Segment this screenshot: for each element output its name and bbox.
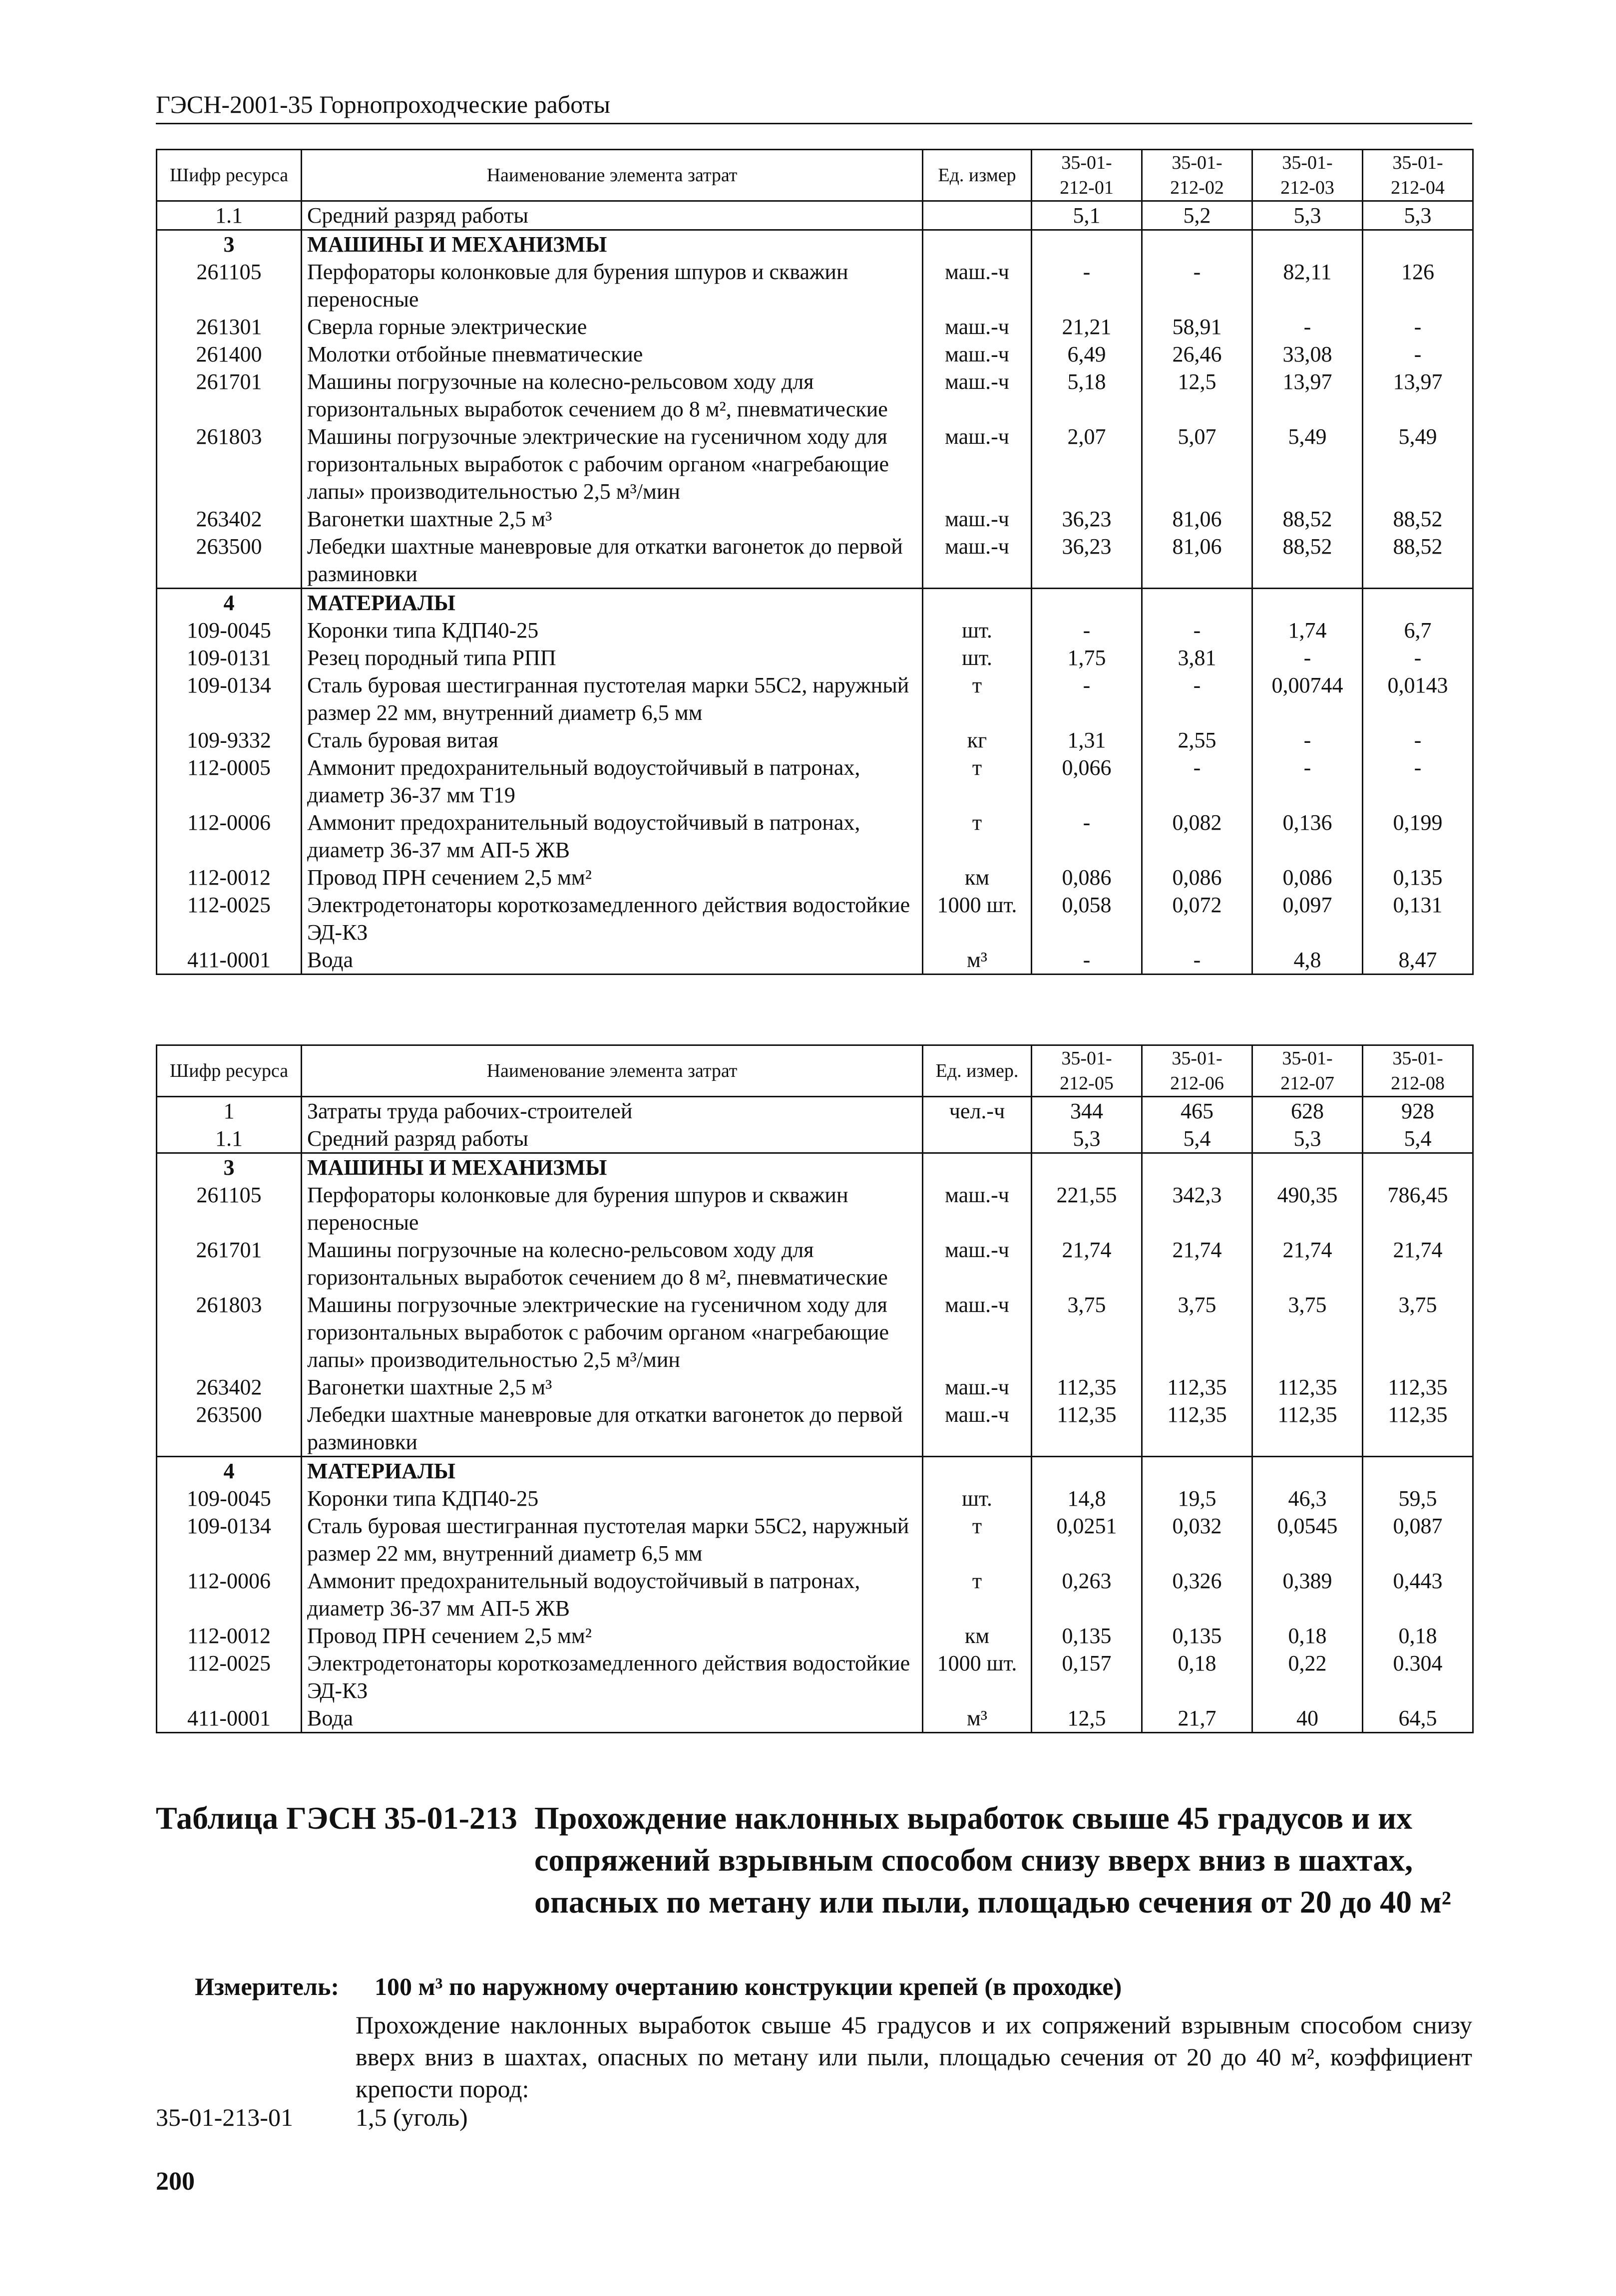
value-cell: 5,3 bbox=[1032, 1125, 1142, 1153]
value-cell: 0,135 bbox=[1142, 1622, 1252, 1649]
value-cell: 112,35 bbox=[1032, 1373, 1142, 1401]
page-number: 200 bbox=[156, 2167, 195, 2196]
resource-name-cell: Молотки отбойные пневматические bbox=[302, 340, 923, 368]
value-cell: 0,066 bbox=[1032, 754, 1142, 809]
unit-cell: шт. bbox=[923, 617, 1032, 644]
resource-name-cell: Сталь буровая шестигранная пустотелая марки 55С2, наружный размер 22 мм, внутренний диаметр 6,5 мм bbox=[302, 671, 923, 726]
value-cell: 5,49 bbox=[1363, 423, 1473, 505]
resource-name-cell: Перфораторы колонковые для бурения шпуров и скважин переносные bbox=[302, 258, 923, 313]
resource-name-cell: МАТЕРИАЛЫ bbox=[302, 1457, 923, 1485]
column-header-code: Шифр ресурса bbox=[157, 150, 302, 201]
value-cell: - bbox=[1142, 258, 1252, 313]
value-cell: 58,91 bbox=[1142, 313, 1252, 340]
resource-name-cell: Затраты труда рабочих-строителей bbox=[302, 1097, 923, 1125]
value-cell: 1,31 bbox=[1032, 726, 1142, 754]
value-cell: 5,18 bbox=[1032, 368, 1142, 423]
column-header-unit: Ед. измер. bbox=[923, 1045, 1032, 1097]
table-row bbox=[157, 1153, 1473, 1182]
resource-code-cell: 112-0005 bbox=[157, 754, 302, 809]
norm-code: 35-01-213-01 bbox=[156, 2103, 293, 2131]
resource-table-212-01-04 bbox=[156, 149, 1474, 975]
resource-code-cell: 263402 bbox=[157, 505, 302, 533]
table-row bbox=[157, 1457, 1473, 1485]
value-cell: 21,74 bbox=[1032, 1236, 1142, 1291]
table-row bbox=[157, 423, 1473, 505]
value-cell: 5,2 bbox=[1142, 201, 1252, 230]
value-cell bbox=[1252, 1153, 1363, 1182]
unit-cell: маш.-ч bbox=[923, 533, 1032, 589]
value-cell: 0,18 bbox=[1363, 1622, 1473, 1649]
value-cell: 0,072 bbox=[1142, 891, 1252, 946]
unit-cell: чел.-ч bbox=[923, 1097, 1032, 1125]
table-row bbox=[157, 1291, 1473, 1373]
table-row bbox=[157, 1097, 1473, 1125]
value-cell: 5,3 bbox=[1363, 201, 1473, 230]
resource-name-cell: Перфораторы колонковые для бурения шпуров и скважин переносные bbox=[302, 1181, 923, 1236]
resource-code-cell: 112-0006 bbox=[157, 1567, 302, 1622]
unit-cell: маш.-ч bbox=[923, 505, 1032, 533]
value-cell bbox=[1142, 589, 1252, 617]
resource-name-cell: Провод ПРН сечением 2,5 мм² bbox=[302, 864, 923, 891]
unit-cell: шт. bbox=[923, 644, 1032, 671]
resource-code-cell: 109-0134 bbox=[157, 1512, 302, 1567]
unit-cell: шт. bbox=[923, 1485, 1032, 1512]
unit-cell: км bbox=[923, 1622, 1032, 1649]
value-cell: 0,0143 bbox=[1363, 671, 1473, 726]
unit-cell: т bbox=[923, 1512, 1032, 1567]
value-cell: 490,35 bbox=[1252, 1181, 1363, 1236]
value-cell: - bbox=[1142, 617, 1252, 644]
unit-cell: маш.-ч bbox=[923, 368, 1032, 423]
value-cell: 0,326 bbox=[1142, 1567, 1252, 1622]
resource-code-cell: 3 bbox=[157, 230, 302, 259]
value-cell: 40 bbox=[1252, 1704, 1363, 1733]
resource-code-cell: 263500 bbox=[157, 533, 302, 589]
value-cell: 0,086 bbox=[1252, 864, 1363, 891]
value-cell: 628 bbox=[1252, 1097, 1363, 1125]
measure-text: 100 м³ по наружному очертанию конструкции крепей (в проходке) bbox=[375, 1972, 1122, 2000]
resource-code-cell: 261105 bbox=[157, 1181, 302, 1236]
resource-code-cell: 261701 bbox=[157, 1236, 302, 1291]
resource-code-cell: 4 bbox=[157, 589, 302, 617]
unit-cell: кг bbox=[923, 726, 1032, 754]
value-cell: 21,74 bbox=[1252, 1236, 1363, 1291]
value-cell: 0,135 bbox=[1363, 864, 1473, 891]
value-cell bbox=[1252, 589, 1363, 617]
value-cell: 14,8 bbox=[1032, 1485, 1142, 1512]
value-cell: 88,52 bbox=[1363, 533, 1473, 589]
value-cell: - bbox=[1142, 754, 1252, 809]
value-cell bbox=[1032, 230, 1142, 259]
column-header-norm: 35-01- 212-07 bbox=[1252, 1045, 1363, 1097]
value-cell: - bbox=[1142, 946, 1252, 975]
value-cell: 342,3 bbox=[1142, 1181, 1252, 1236]
value-cell: - bbox=[1363, 340, 1473, 368]
resource-name-cell: МАШИНЫ И МЕХАНИЗМЫ bbox=[302, 1153, 923, 1182]
value-cell: 3,81 bbox=[1142, 644, 1252, 671]
value-cell: - bbox=[1032, 946, 1142, 975]
unit-cell: км bbox=[923, 864, 1032, 891]
value-cell: 0.304 bbox=[1363, 1649, 1473, 1704]
resource-code-cell: 261301 bbox=[157, 313, 302, 340]
value-cell: 36,23 bbox=[1032, 533, 1142, 589]
value-cell: - bbox=[1252, 754, 1363, 809]
value-cell: 2,07 bbox=[1032, 423, 1142, 505]
table-row bbox=[157, 258, 1473, 313]
norm-value: 1,5 (уголь) bbox=[356, 2103, 468, 2131]
value-cell: - bbox=[1032, 617, 1142, 644]
value-cell: 0,058 bbox=[1032, 891, 1142, 946]
value-cell: 5,1 bbox=[1032, 201, 1142, 230]
value-cell: 59,5 bbox=[1363, 1485, 1473, 1512]
column-header-norm: 35-01- 212-08 bbox=[1363, 1045, 1473, 1097]
resource-code-cell: 261701 bbox=[157, 368, 302, 423]
table-row bbox=[157, 754, 1473, 809]
unit-cell bbox=[923, 1457, 1032, 1485]
value-cell: 13,97 bbox=[1252, 368, 1363, 423]
resource-name-cell: МАШИНЫ И МЕХАНИЗМЫ bbox=[302, 230, 923, 259]
value-cell: - bbox=[1252, 726, 1363, 754]
resource-code-cell: 411-0001 bbox=[157, 946, 302, 975]
value-cell: 6,49 bbox=[1032, 340, 1142, 368]
unit-cell: 1000 шт. bbox=[923, 891, 1032, 946]
resource-code-cell: 112-0025 bbox=[157, 891, 302, 946]
resource-name-cell: Коронки типа КДП40-25 bbox=[302, 1485, 923, 1512]
unit-cell: маш.-ч bbox=[923, 1373, 1032, 1401]
value-cell: 0,443 bbox=[1363, 1567, 1473, 1622]
table-row bbox=[157, 864, 1473, 891]
resource-code-cell: 261400 bbox=[157, 340, 302, 368]
value-cell: 0,086 bbox=[1142, 864, 1252, 891]
value-cell: 344 bbox=[1032, 1097, 1142, 1125]
value-cell: 0,032 bbox=[1142, 1512, 1252, 1567]
value-cell: 112,35 bbox=[1363, 1373, 1473, 1401]
unit-cell: маш.-ч bbox=[923, 1236, 1032, 1291]
resource-name-cell: МАТЕРИАЛЫ bbox=[302, 589, 923, 617]
table-row bbox=[157, 1649, 1473, 1704]
value-cell: 3,75 bbox=[1142, 1291, 1252, 1373]
resource-name-cell: Провод ПРН сечением 2,5 мм² bbox=[302, 1622, 923, 1649]
value-cell: 19,5 bbox=[1142, 1485, 1252, 1512]
resource-code-cell: 109-9332 bbox=[157, 726, 302, 754]
value-cell bbox=[1363, 230, 1473, 259]
value-cell: 0,18 bbox=[1142, 1649, 1252, 1704]
resource-name-cell: Вагонетки шахтные 2,5 м³ bbox=[302, 1373, 923, 1401]
page-header: ГЭСН-2001-35 Горнопроходческие работы bbox=[156, 90, 1472, 124]
value-cell: 81,06 bbox=[1142, 533, 1252, 589]
value-cell: 21,74 bbox=[1363, 1236, 1473, 1291]
value-cell: 5,4 bbox=[1142, 1125, 1252, 1153]
value-cell: - bbox=[1032, 258, 1142, 313]
value-cell: 126 bbox=[1363, 258, 1473, 313]
value-cell: 0,263 bbox=[1032, 1567, 1142, 1622]
resource-code-cell: 109-0134 bbox=[157, 671, 302, 726]
value-cell: 5,07 bbox=[1142, 423, 1252, 505]
resource-code-cell: 263402 bbox=[157, 1373, 302, 1401]
value-cell: 221,55 bbox=[1032, 1181, 1142, 1236]
resource-name-cell: Резец породный типа РПП bbox=[302, 644, 923, 671]
value-cell: - bbox=[1363, 754, 1473, 809]
table-row bbox=[157, 230, 1473, 259]
resource-name-cell: Электродетонаторы короткозамедленного действия водостойкие ЭД-КЗ bbox=[302, 1649, 923, 1704]
table-row bbox=[157, 1373, 1473, 1401]
resource-name-cell: Аммонит предохранительный водоустойчивый в патронах, диаметр 36-37 мм АП-5 ЖВ bbox=[302, 809, 923, 864]
value-cell: 112,35 bbox=[1363, 1401, 1473, 1457]
unit-cell bbox=[923, 230, 1032, 259]
value-cell: 1,74 bbox=[1252, 617, 1363, 644]
value-cell: 112,35 bbox=[1252, 1373, 1363, 1401]
unit-cell bbox=[923, 1125, 1032, 1153]
value-cell: 0,086 bbox=[1032, 864, 1142, 891]
resource-name-cell: Вода bbox=[302, 1704, 923, 1733]
value-cell: 0,18 bbox=[1252, 1622, 1363, 1649]
value-cell: 33,08 bbox=[1252, 340, 1363, 368]
column-header-norm: 35-01- 212-03 bbox=[1252, 150, 1363, 201]
value-cell: - bbox=[1032, 809, 1142, 864]
value-cell: 5,3 bbox=[1252, 1125, 1363, 1153]
table-row bbox=[157, 1181, 1473, 1236]
resource-code-cell: 3 bbox=[157, 1153, 302, 1182]
value-cell bbox=[1142, 1153, 1252, 1182]
unit-cell: маш.-ч bbox=[923, 340, 1032, 368]
value-cell: 1,75 bbox=[1032, 644, 1142, 671]
value-cell: 0,0251 bbox=[1032, 1512, 1142, 1567]
resource-code-cell: 112-0025 bbox=[157, 1649, 302, 1704]
column-header-norm: 35-01- 212-04 bbox=[1363, 150, 1473, 201]
unit-cell: маш.-ч bbox=[923, 423, 1032, 505]
resource-code-cell: 263500 bbox=[157, 1401, 302, 1457]
resource-name-cell: Средний разряд работы bbox=[302, 201, 923, 230]
value-cell bbox=[1142, 230, 1252, 259]
column-header-norm: 35-01- 212-02 bbox=[1142, 150, 1252, 201]
table-row bbox=[157, 644, 1473, 671]
description: Прохождение наклонных выработок свыше 45 градусов и их сопряжений взрывным способом снизу вверх вниз в шахтах, опасных по метану или пыли, площадью сечения от 20 до 40 м², коэффициент крепости пород: bbox=[356, 2011, 1472, 2103]
value-cell bbox=[1032, 1457, 1142, 1485]
resource-name-cell: Электродетонаторы короткозамедленного действия водостойкие ЭД-КЗ bbox=[302, 891, 923, 946]
table-row bbox=[157, 1485, 1473, 1512]
resource-code-cell: 261803 bbox=[157, 423, 302, 505]
value-cell: 82,11 bbox=[1252, 258, 1363, 313]
value-cell: 112,35 bbox=[1142, 1373, 1252, 1401]
resource-name-cell: Вагонетки шахтные 2,5 м³ bbox=[302, 505, 923, 533]
resource-name-cell: Машины погрузочные на колесно-рельсовом ходу для горизонтальных выработок сечением до 8 м², пневматические bbox=[302, 1236, 923, 1291]
value-cell bbox=[1032, 589, 1142, 617]
table-row bbox=[157, 505, 1473, 533]
value-cell: 0,082 bbox=[1142, 809, 1252, 864]
value-cell: 21,74 bbox=[1142, 1236, 1252, 1291]
unit-cell: т bbox=[923, 671, 1032, 726]
caption-text: Прохождение наклонных выработок свыше 45 градусов и их сопряжений взрывным способом снизу вверх вниз в шахтах, опасных по метану или пыли, площадью сечения от 20 до 40 м² bbox=[534, 1800, 1451, 1920]
resource-name-cell: Сталь буровая витая bbox=[302, 726, 923, 754]
table-row bbox=[157, 1401, 1473, 1457]
unit-cell: м³ bbox=[923, 1704, 1032, 1733]
resource-code-cell: 112-0012 bbox=[157, 864, 302, 891]
column-header-unit: Ед. измер bbox=[923, 150, 1032, 201]
value-cell: - bbox=[1252, 644, 1363, 671]
value-cell: - bbox=[1142, 671, 1252, 726]
value-cell bbox=[1142, 1457, 1252, 1485]
resource-name-cell: Вода bbox=[302, 946, 923, 975]
resource-code-cell: 1.1 bbox=[157, 1125, 302, 1153]
table-row bbox=[157, 1236, 1473, 1291]
column-header-norm: 35-01- 212-01 bbox=[1032, 150, 1142, 201]
value-cell bbox=[1032, 1153, 1142, 1182]
table-row bbox=[157, 809, 1473, 864]
value-cell: 64,5 bbox=[1363, 1704, 1473, 1733]
value-cell: - bbox=[1363, 313, 1473, 340]
resource-name-cell: Сталь буровая шестигранная пустотелая марки 55С2, наружный размер 22 мм, внутренний диаметр 6,5 мм bbox=[302, 1512, 923, 1567]
resource-name-cell: Сверла горные электрические bbox=[302, 313, 923, 340]
resource-name-cell: Лебедки шахтные маневровые для откатки вагонеток до первой разминовки bbox=[302, 1401, 923, 1457]
resource-name-cell: Аммонит предохранительный водоустойчивый в патронах, диаметр 36-37 мм АП-5 ЖВ bbox=[302, 1567, 923, 1622]
unit-cell: 1000 шт. bbox=[923, 1649, 1032, 1704]
value-cell: 0,157 bbox=[1032, 1649, 1142, 1704]
value-cell: 3,75 bbox=[1363, 1291, 1473, 1373]
value-cell: 786,45 bbox=[1363, 1181, 1473, 1236]
value-cell: 4,8 bbox=[1252, 946, 1363, 975]
unit-cell bbox=[923, 589, 1032, 617]
value-cell: 6,7 bbox=[1363, 617, 1473, 644]
value-cell: - bbox=[1363, 644, 1473, 671]
resource-table-212-05-08 bbox=[156, 1044, 1474, 1733]
value-cell: 0,0545 bbox=[1252, 1512, 1363, 1567]
measure-label: Измеритель: bbox=[195, 1972, 340, 2000]
value-cell: 5,49 bbox=[1252, 423, 1363, 505]
value-cell: 2,55 bbox=[1142, 726, 1252, 754]
value-cell: 0,199 bbox=[1363, 809, 1473, 864]
value-cell: 0,00744 bbox=[1252, 671, 1363, 726]
resource-code-cell: 261105 bbox=[157, 258, 302, 313]
value-cell: 0,097 bbox=[1252, 891, 1363, 946]
value-cell: 12,5 bbox=[1032, 1704, 1142, 1733]
value-cell: - bbox=[1032, 671, 1142, 726]
table-row bbox=[157, 617, 1473, 644]
value-cell: 0,135 bbox=[1032, 1622, 1142, 1649]
column-header-name: Наименование элемента затрат bbox=[302, 1045, 923, 1097]
resource-name-cell: Машины погрузочные электрические на гусеничном ходу для горизонтальных выработок с рабочим органом «нагребающие лапы» производительностью 2,5 м³/мин bbox=[302, 423, 923, 505]
resource-code-cell: 112-0012 bbox=[157, 1622, 302, 1649]
table-row bbox=[157, 201, 1473, 230]
value-cell: 0,131 bbox=[1363, 891, 1473, 946]
value-cell: 3,75 bbox=[1252, 1291, 1363, 1373]
column-header-name: Наименование элемента затрат bbox=[302, 150, 923, 201]
value-cell: 112,35 bbox=[1032, 1401, 1142, 1457]
value-cell bbox=[1252, 230, 1363, 259]
value-cell: - bbox=[1252, 313, 1363, 340]
value-cell: 112,35 bbox=[1252, 1401, 1363, 1457]
value-cell: 88,52 bbox=[1363, 505, 1473, 533]
value-cell bbox=[1363, 1457, 1473, 1485]
table-row bbox=[157, 1567, 1473, 1622]
value-cell: 21,7 bbox=[1142, 1704, 1252, 1733]
value-cell: 0,389 bbox=[1252, 1567, 1363, 1622]
unit-cell: т bbox=[923, 754, 1032, 809]
resource-code-cell: 1 bbox=[157, 1097, 302, 1125]
value-cell: 465 bbox=[1142, 1097, 1252, 1125]
value-cell bbox=[1252, 1457, 1363, 1485]
unit-cell bbox=[923, 201, 1032, 230]
table-row bbox=[157, 671, 1473, 726]
resource-name-cell: Аммонит предохранительный водоустойчивый в патронах, диаметр 36-37 мм Т19 bbox=[302, 754, 923, 809]
resource-code-cell: 1.1 bbox=[157, 201, 302, 230]
resource-name-cell: Машины погрузочные на колесно-рельсовом ходу для горизонтальных выработок сечением до 8 м², пневматические bbox=[302, 368, 923, 423]
value-cell: 13,97 bbox=[1363, 368, 1473, 423]
value-cell: 5,3 bbox=[1252, 201, 1363, 230]
column-header-code: Шифр ресурса bbox=[157, 1045, 302, 1097]
resource-code-cell: 4 bbox=[157, 1457, 302, 1485]
resource-name-cell: Коронки типа КДП40-25 bbox=[302, 617, 923, 644]
resource-code-cell: 109-0045 bbox=[157, 1485, 302, 1512]
value-cell: 88,52 bbox=[1252, 505, 1363, 533]
table-row bbox=[157, 340, 1473, 368]
unit-cell: маш.-ч bbox=[923, 1291, 1032, 1373]
unit-cell: т bbox=[923, 1567, 1032, 1622]
table-row bbox=[157, 726, 1473, 754]
table-row bbox=[157, 533, 1473, 589]
value-cell: 5,4 bbox=[1363, 1125, 1473, 1153]
unit-cell: маш.-ч bbox=[923, 313, 1032, 340]
value-cell: - bbox=[1363, 726, 1473, 754]
unit-cell: м³ bbox=[923, 946, 1032, 975]
table-row bbox=[157, 1622, 1473, 1649]
resource-name-cell: Лебедки шахтные маневровые для откатки вагонеток до первой разминовки bbox=[302, 533, 923, 589]
unit-cell: маш.-ч bbox=[923, 1401, 1032, 1457]
table-row bbox=[157, 1125, 1473, 1153]
value-cell: 46,3 bbox=[1252, 1485, 1363, 1512]
table-row bbox=[157, 589, 1473, 617]
value-cell: 928 bbox=[1363, 1097, 1473, 1125]
resource-name-cell: Средний разряд работы bbox=[302, 1125, 923, 1153]
value-cell: 26,46 bbox=[1142, 340, 1252, 368]
value-cell: 21,21 bbox=[1032, 313, 1142, 340]
value-cell bbox=[1363, 589, 1473, 617]
unit-cell bbox=[923, 1153, 1032, 1182]
value-cell: 112,35 bbox=[1142, 1401, 1252, 1457]
unit-cell: маш.-ч bbox=[923, 1181, 1032, 1236]
resource-code-cell: 261803 bbox=[157, 1291, 302, 1373]
column-header-norm: 35-01- 212-05 bbox=[1032, 1045, 1142, 1097]
table-row bbox=[157, 946, 1473, 975]
unit-cell: маш.-ч bbox=[923, 258, 1032, 313]
resource-name-cell: Машины погрузочные электрические на гусеничном ходу для горизонтальных выработок с рабочим органом «нагребающие лапы» производительностью 2,5 м³/мин bbox=[302, 1291, 923, 1373]
resource-code-cell: 112-0006 bbox=[157, 809, 302, 864]
table-row bbox=[157, 891, 1473, 946]
table-row bbox=[157, 313, 1473, 340]
value-cell: 0,22 bbox=[1252, 1649, 1363, 1704]
column-header-norm: 35-01- 212-06 bbox=[1142, 1045, 1252, 1097]
value-cell: 3,75 bbox=[1032, 1291, 1142, 1373]
value-cell bbox=[1363, 1153, 1473, 1182]
resource-code-cell: 109-0045 bbox=[157, 617, 302, 644]
table-row bbox=[157, 1704, 1473, 1733]
unit-cell: т bbox=[923, 809, 1032, 864]
caption-label: Таблица ГЭСН 35-01-213 bbox=[156, 1800, 517, 1836]
resource-code-cell: 109-0131 bbox=[157, 644, 302, 671]
table-row bbox=[157, 368, 1473, 423]
value-cell: 0,136 bbox=[1252, 809, 1363, 864]
resource-code-cell: 411-0001 bbox=[157, 1704, 302, 1733]
value-cell: 0,087 bbox=[1363, 1512, 1473, 1567]
value-cell: 36,23 bbox=[1032, 505, 1142, 533]
value-cell: 81,06 bbox=[1142, 505, 1252, 533]
value-cell: 8,47 bbox=[1363, 946, 1473, 975]
value-cell: 12,5 bbox=[1142, 368, 1252, 423]
table-row bbox=[157, 1512, 1473, 1567]
value-cell: 88,52 bbox=[1252, 533, 1363, 589]
